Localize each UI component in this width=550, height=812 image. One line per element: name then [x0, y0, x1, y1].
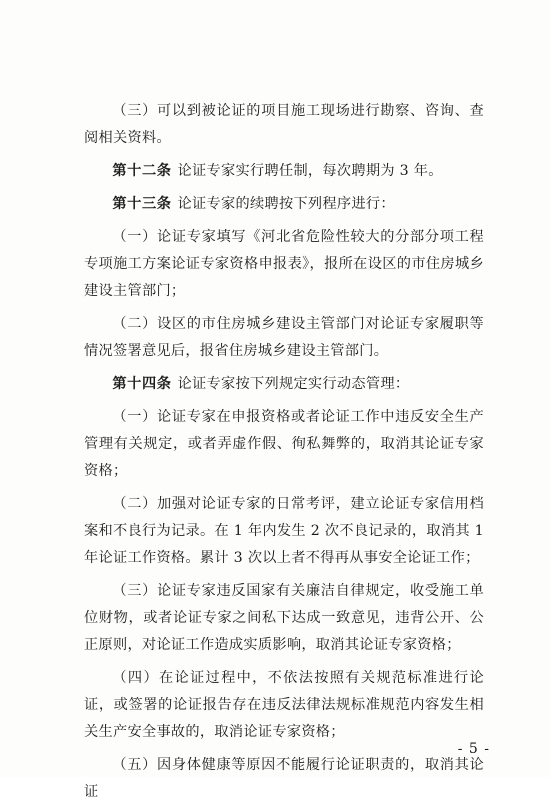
article-12-paragraph — [84, 158, 484, 185]
article-heading: 第十三条 — [112, 196, 172, 212]
clause-paragraph: （三）论证专家违反国家有关廉洁自律规定，收受施工单位财物，或者论证专家之间私下达成一致意见，违背公开、公正原则，对论证工作造成实质影响，取消其论证专家资格； — [84, 583, 484, 653]
clause-paragraph: （一）论证专家在申报资格或者论证工作中违反安全生产管理有关规定，或者弄虚作假、徇私舞弊的，取消其论证专家资格； — [84, 409, 484, 479]
clause-paragraph: （一）论证专家填写《河北省危险性较大的分部分项工程专项施工方案论证专家资格申报表》，报所在设区的市住房城乡建设主管部门； — [84, 229, 484, 299]
article-text: 论证专家按下列规定实行动态管理： — [177, 376, 410, 392]
article-text: 论证专家实行聘任制，每次聘期为 3 年。 — [177, 163, 443, 179]
clause-paragraph: （四）在论证过程中，不依法按照有关规范标准进行论证，或签署的论证报告存在违反法律法规标准规范内容发生相关生产安全事故的，取消论证专家资格； — [84, 670, 484, 740]
clause-paragraph: （二）设区的市住房城乡建设主管部门对论证专家履职等情况签署意见后，报省住房城乡建设主管部门。 — [84, 316, 484, 359]
page-number: - 5 - — [457, 741, 490, 757]
clause-paragraph: （五）因身体健康等原因不能履行论证职责的，取消其论证 — [84, 757, 484, 800]
clause-paragraph: （三）可以到被论证的项目施工现场进行勘察、咨询、查阅相关资料。 — [84, 103, 484, 146]
article-text: 论证专家的续聘按下列程序进行： — [177, 196, 395, 212]
clause-paragraph: （二）加强对论证专家的日常考评，建立论证专家信用档案和不良行为记录。在 1 年内发生 2 次不良记录的，取消其 1 年论证工作资格。累计 3 次以上者不得再从事安全论证工作； — [84, 496, 484, 566]
document-body — [84, 98, 484, 812]
article-13-paragraph — [84, 191, 484, 218]
article-14-paragraph — [84, 371, 484, 398]
article-heading: 第十四条 — [112, 376, 172, 392]
article-heading: 第十二条 — [112, 163, 172, 179]
